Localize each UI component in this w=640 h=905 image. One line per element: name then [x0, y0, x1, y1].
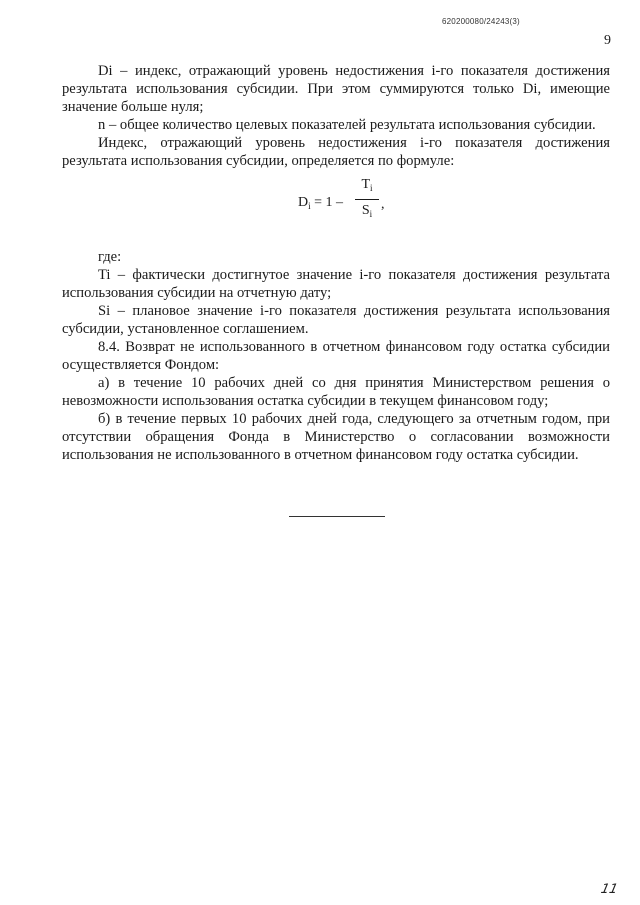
formula-numerator — [355, 176, 379, 200]
index-formula — [62, 176, 610, 234]
denominator-sub: i — [369, 209, 373, 219]
numerator-sub: i — [370, 183, 373, 193]
paragraph-si-definition: Si – плановое значение i-го показателя достижения результата использования субсидии, установленное соглашением. — [62, 303, 610, 337]
end-divider-line — [289, 516, 385, 517]
numerator-var: T — [361, 177, 371, 192]
paragraph-8-4: 8.4. Возврат не использованного в отчетном финансовом году остатка субсидии осуществляется Фондом: — [62, 339, 610, 373]
denominator-var: S — [361, 203, 370, 218]
document-registration-number: 620200080/24243(3) — [442, 17, 520, 26]
paragraph-ti-definition: Ti – фактически достигнутое значение i-го показателя достижения результата использования субсидии на отчетную дату; — [62, 267, 610, 301]
formula-equals: = 1 – — [310, 195, 344, 210]
formula-fraction — [355, 176, 379, 223]
document-body — [62, 62, 610, 464]
formula-comma: , — [381, 197, 385, 212]
paragraph-n-definition: n – общее количество целевых показателей результата использования субсидии. — [98, 117, 596, 133]
handwritten-page-mark: 11 — [599, 882, 620, 897]
formula-lhs — [298, 194, 343, 215]
where-label: где: — [98, 249, 122, 265]
paragraph-8-4-b: б) в течение первых 10 рабочих дней года, следующего за отчетным годом, при отсутствии обращения Фонда в Министерство о согласовании возможности использования не использованного в отчетном финансовом году остатка субсидии. — [62, 411, 610, 463]
formula-lhs-sub: i — [308, 201, 311, 211]
formula-lhs-var: D — [298, 195, 309, 210]
paragraph-8-4-a: а) в течение 10 рабочих дней со дня принятия Министерством решения о невозможности использования остатка субсидии в текущем финансовом году; — [62, 375, 610, 409]
paragraph-index-intro: Индекс, отражающий уровень недостижения i-го показателя достижения результата использования субсидии, определяется по формуле: — [62, 135, 610, 169]
formula-denominator — [355, 200, 379, 223]
paragraph-di-definition: Di – индекс, отражающий уровень недостижения i-го показателя достижения результата использования субсидии. При этом суммируются только Di, имеющие значение больше нуля; — [62, 63, 610, 115]
page-number: 9 — [604, 33, 611, 48]
